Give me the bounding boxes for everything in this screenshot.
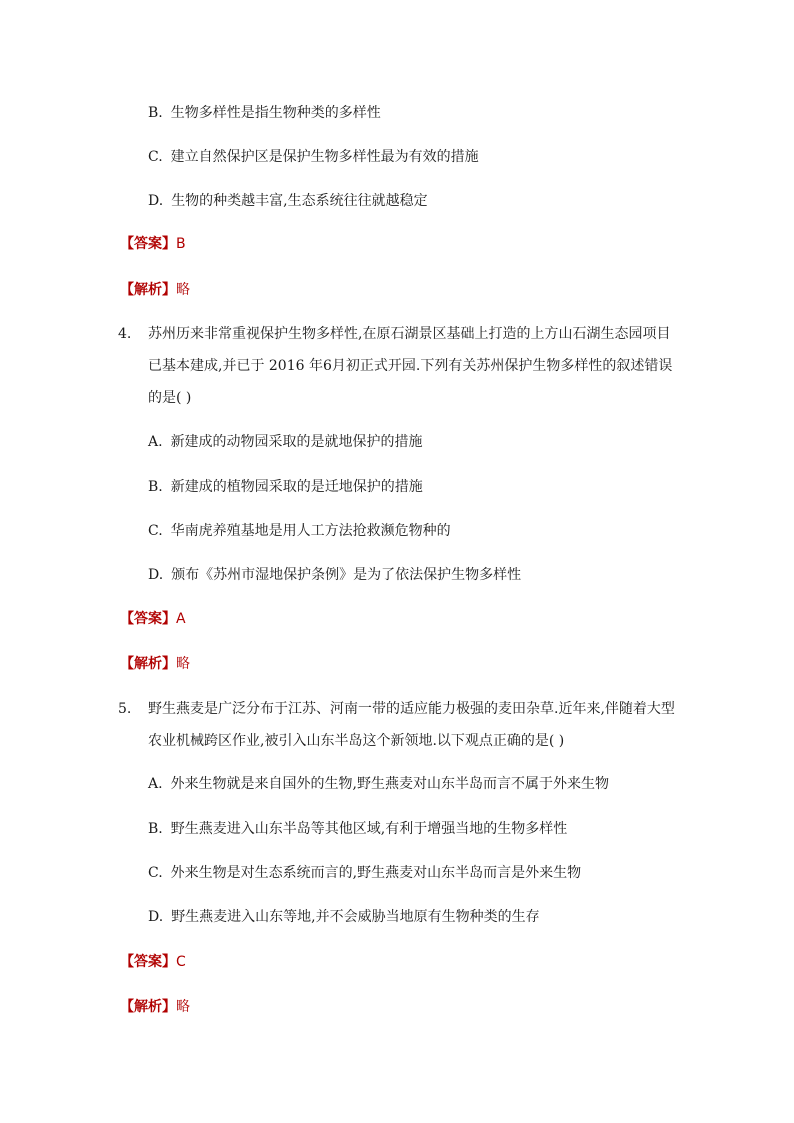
option-letter: D. (148, 567, 164, 583)
option-c (148, 863, 581, 883)
option-text: 生物多样性是指生物种类的多样性 (170, 105, 381, 121)
option-text: 颁布《苏州市湿地保护条例》是为了依法保护生物多样性 (171, 567, 522, 583)
option-c (148, 147, 479, 167)
option-text: 生物的种类越丰富,生态系统往往就越稳定 (171, 193, 428, 209)
answer-value: B (176, 236, 186, 252)
option-letter: D. (148, 909, 164, 925)
option-text: 新建成的动物园采取的是就地保护的措施 (170, 434, 423, 450)
option-letter: B. (148, 479, 163, 495)
analysis-value: 略 (176, 656, 190, 672)
option-text: 野生燕麦进入山东等地,并不会威胁当地原有生物种类的生存 (171, 909, 540, 925)
option-letter: C. (148, 523, 163, 539)
question-number: 4. (118, 326, 132, 342)
option-b (148, 477, 423, 497)
analysis-value: 略 (176, 999, 190, 1015)
answer-value: A (176, 611, 186, 627)
option-letter: D. (148, 193, 164, 209)
answer-line (120, 952, 186, 972)
question-text-line: 农业机械跨区作业,被引入山东半岛这个新领地.以下观点正确的是( ) (148, 733, 565, 749)
option-a (148, 432, 423, 452)
option-d (148, 565, 521, 585)
option-a (148, 774, 609, 794)
option-text: 外来生物是对生态系统而言的,野生燕麦对山东半岛而言是外来生物 (170, 865, 582, 881)
answer-label: 【答案】 (120, 236, 176, 252)
option-b (148, 103, 381, 123)
analysis-value: 略 (176, 282, 190, 298)
question-number: 5. (118, 701, 132, 717)
option-letter: B. (148, 821, 163, 837)
option-letter: C. (148, 865, 163, 881)
analysis-label: 【解析】 (120, 656, 176, 672)
option-text: 建立自然保护区是保护生物多样性最为有效的措施 (170, 149, 479, 165)
option-d (148, 907, 540, 927)
analysis-label: 【解析】 (120, 999, 176, 1015)
option-text: 野生燕麦进入山东半岛等其他区域,有利于增强当地的生物多样性 (170, 821, 568, 837)
option-letter: C. (148, 149, 163, 165)
question-text-line: 苏州历来非常重视保护生物多样性,在原石湖景区基础上打造的上方山石湖生态园项目 (148, 326, 671, 342)
answer-label: 【答案】 (120, 611, 176, 627)
question-text-line: 已基本建成,并已于 2016 年6月初正式开园.下列有关苏州保护生物多样性的叙述错误 (148, 358, 673, 374)
question-text-line: 野生燕麦是广泛分布于江苏、河南一带的适应能力极强的麦田杂草.近年来,伴随着大型 (148, 701, 675, 717)
option-c (148, 521, 451, 541)
analysis-line (120, 280, 190, 300)
question-text-line: 的是( ) (148, 390, 192, 406)
analysis-label: 【解析】 (120, 282, 176, 298)
option-text: 外来生物就是来自国外的生物,野生燕麦对山东半岛而言不属于外来生物 (170, 776, 610, 792)
option-b (148, 819, 567, 839)
option-text: 华南虎养殖基地是用人工方法抢救濒危物种的 (170, 523, 451, 539)
option-text: 新建成的植物园采取的是迁地保护的措施 (170, 479, 423, 495)
answer-line (120, 609, 186, 629)
option-letter: A. (148, 434, 163, 450)
option-d (148, 191, 428, 211)
answer-line (120, 234, 186, 254)
option-letter: A. (148, 776, 163, 792)
analysis-line (120, 654, 190, 674)
answer-label: 【答案】 (120, 954, 176, 970)
answer-value: C (176, 954, 186, 970)
analysis-line (120, 997, 190, 1017)
option-letter: B. (148, 105, 163, 121)
